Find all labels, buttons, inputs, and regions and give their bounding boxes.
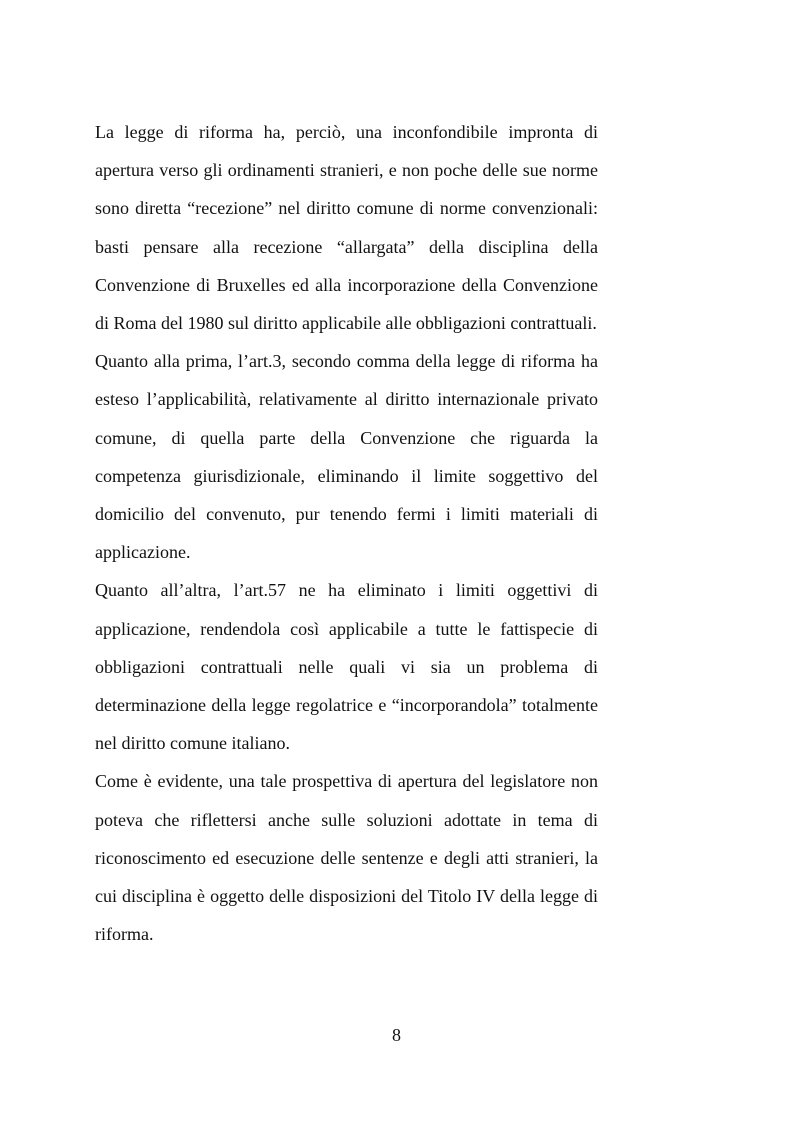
paragraph: Quanto all’altra, l’art.57 ne ha eliminato i limiti oggettivi di applicazione, rendendola così applicabile a tutte le fattispecie di obbligazioni contrattuali nelle quali vi sia un problema di determinazione della legge regolatrice e “incorporandola” totalmente nel diritto comune italiano. bbox=[95, 580, 598, 754]
page-number: 8 bbox=[392, 1025, 401, 1045]
paragraph: Quanto alla prima, l’art.3, secondo comma della legge di riforma ha esteso l’applicabilità, relativamente al diritto internazionale privato comune, di quella parte della Convenzione che riguarda la competenza giurisdizionale, eliminando il limite soggettivo del domicilio del convenuto, pur tenendo fermi i limiti materiali di applicazione. bbox=[95, 351, 598, 563]
body-text bbox=[95, 113, 598, 953]
paragraph: La legge di riforma ha, perciò, una inconfondibile impronta di apertura verso gli ordinamenti stranieri, e non poche delle sue norme sono diretta “recezione” nel diritto comune di norme convenzionali: basti pensare alla recezione “allargata” della disciplina della Convenzione di Bruxelles ed alla incorporazione della Convenzione di Roma del 1980 sul diritto applicabile alle obbligazioni contrattuali. bbox=[95, 122, 598, 334]
paragraph: Come è evidente, una tale prospettiva di apertura del legislatore non poteva che riflettersi anche sulle soluzioni adottate in tema di riconoscimento ed esecuzione delle sentenze e degli atti stranieri, la cui disciplina è oggetto delle disposizioni del Titolo IV della legge di riforma. bbox=[95, 771, 598, 945]
